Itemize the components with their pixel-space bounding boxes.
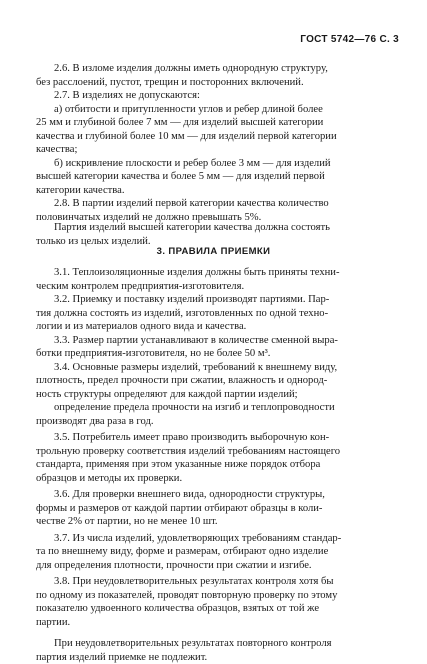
text-line: без расслоений, пустот, трещин и посторонних включений. — [36, 76, 304, 88]
text-line: Партия изделий высшей категории качества должна состоять — [54, 222, 330, 233]
text-line: стандарта, применяя при этом указанные ниже порядок отбора — [36, 459, 321, 470]
text-line: 3.2. Приемку и поставку изделий производят партиями. Пар- — [54, 294, 330, 305]
text-line: партия изделий приемке не подлежит. — [36, 651, 208, 663]
text-line: высшей категории качества и более 5 мм — для изделий первой — [36, 171, 325, 182]
text-line: б) искривление плоскости и ребер более 3 мм — для изделий — [54, 157, 331, 169]
paragraph-whole-items — [36, 221, 398, 248]
text-line: тия должна состоять из изделий, изготовленных по одной техно- — [36, 307, 329, 319]
section-title: 3. ПРАВИЛА ПРИЕМКИ — [156, 246, 271, 257]
text-line: производят два раза в год. — [36, 415, 154, 427]
text-line: 2.6. В изломе изделия должны иметь однородную структуру, — [54, 63, 328, 74]
text-line: 2.8. В партии изделий первой категории качества количество — [54, 198, 329, 209]
text-line: честве 2% от партии, но не менее 10 шт. — [36, 516, 218, 527]
text-line: только из целых изделий. — [36, 235, 151, 247]
text-line: категории качества. — [36, 184, 125, 196]
text-line: 3.3. Размер партии устанавливают в количестве сменной выра- — [54, 334, 338, 346]
text-line: качества и глубиной более 10 мм — для изделий первой категории — [36, 130, 337, 142]
text-line: ботки предприятия-изготовителя, но не более 50 м³. — [36, 348, 271, 359]
text-line: 25 мм и глубиной более 7 мм — для изделий высшей категории — [36, 117, 324, 128]
text-line: При неудовлетворительных результатах повторного контроля — [54, 638, 332, 649]
text-line: качества; — [36, 144, 78, 155]
text-line: 3.7. Из числа изделий, удовлетворяющих требованиям стандар- — [54, 532, 342, 544]
text-line: ческим контролем предприятия-изготовителя. — [36, 280, 245, 292]
text-line: ность структуры определяют для каждой партии изделий; — [36, 388, 298, 400]
text-line: 3.5. Потребитель имеет право производить выборочную кон- — [54, 432, 330, 443]
section-3-paragraphs — [36, 266, 398, 664]
text-line: образцов и методы их проверки. — [36, 472, 183, 484]
text-line: трольную проверку соответствия изделий требованиям настоящего — [36, 445, 341, 457]
text-line: половинчатых изделий не должно превышать 5%. — [36, 211, 262, 223]
text-line: плотность, предел прочности при сжатии, влажность и однород- — [36, 375, 328, 386]
text-line: 3.6. Для проверки внешнего вида, однородности структуры, — [54, 489, 325, 500]
text-line: по одному из показателей, проводят повторную проверку по этому — [36, 589, 338, 601]
text-line: 2.7. В изделиях не допускаются: — [54, 90, 200, 101]
text-line: 3.8. При неудовлетворительных результатах контроля хотя бы — [54, 576, 334, 587]
text-line: формы и размеров от каждой партии отбирают образцы в коли- — [36, 502, 323, 514]
text-line: для определения плотности, прочности при сжатии и изгибе. — [36, 559, 312, 571]
text-line: показателю удвоенного количества образцов, взятых от той же — [36, 603, 320, 614]
text-line: а) отбитости и притупленности углов и ребер длиной более — [54, 103, 323, 115]
page-header: ГОСТ 5742—76 С. 3 — [300, 34, 399, 45]
text-line: та по внешнему виду, форме и размерам, отбирают одно изделие — [36, 546, 329, 557]
text-line: 3.1. Теплоизоляционные изделия должны быть приняты техни- — [54, 267, 340, 278]
text-line: 3.4. Основные размеры изделий, требований к внешнему виду, — [54, 361, 338, 373]
text-line: партии. — [36, 616, 71, 628]
section-2-paragraphs — [36, 62, 398, 224]
text-line: логии и из материалов одного вида и качества. — [36, 321, 247, 332]
text-line: определение предела прочности на изгиб и теплопроводности — [54, 402, 335, 413]
